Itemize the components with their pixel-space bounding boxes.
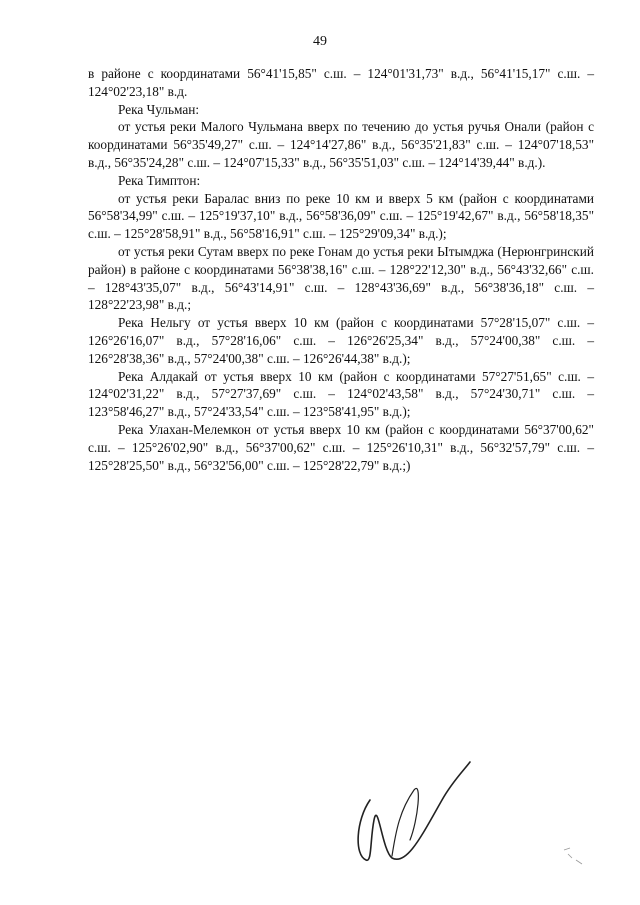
signature <box>352 760 472 870</box>
paragraph-aldakay: Река Алдакай от устья вверх 10 км (район с координатами 57°27'51,65" с.ш. – 124°02'31,22" в.д., 57°27'37,69" с.ш. – 124°02'43,58" в.д., 57°24'30,71" с.ш. – 123°58'46,27" в.д., 57°24'33,54" с.ш. – 123°58'41,95" в.д.); <box>88 368 594 420</box>
paragraph-ulakhan-melemkon: Река Улахан-Мелемкон от устья вверх 10 км (район с координатами 56°37'00,62" с.ш. – 125°26'02,90" в.д., 56°37'00,62" с.ш. – 125°26'10,31" в.д., 56°32'57,79" с.ш. – 125°28'25,50" в.д., 56°32'56,00" с.ш. – 125°28'22,79" в.д.;) <box>88 421 594 473</box>
heading-chulman: Река Чульман: <box>118 101 200 117</box>
paragraph-chulman: от устья реки Малого Чульмана вверх по течению до устья ручья Онали (район с координатами 56°35'49,27" с.ш. – 124°14'27,86" в.д., 56°35'21,83" с.ш. – 124°07'18,53" в.д., 56°35'24,28" с.ш. – 124°07'15,33" в.д., 56°35'51,03" с.ш. – 124°14'39,44" в.д.). <box>88 119 594 170</box>
paragraph-nelgu: Река Нельгу от устья вверх 10 км (район с координатами 57°28'15,07" с.ш. – 126°26'16,07" в.д., 57°28'16,06" с.ш. – 126°26'25,34" в.д., 57°24'00,38" с.ш. – 126°28'38,36" в.д., 57°24'00,38" с.ш. – 126°26'44,38" в.д.); <box>88 315 594 366</box>
document-body <box>88 65 594 474</box>
paragraph-continuation: в районе с координатами 56°41'15,85" с.ш. – 124°01'31,73" в.д., 56°41'15,17" с.ш. – 124°02'23,18" в.д. <box>88 66 594 99</box>
heading-timpton: Река Тимптон: <box>118 172 201 188</box>
scan-mark <box>560 840 590 870</box>
paragraph-sutam: от устья реки Сутам вверх по реке Гонам до устья реки Ытымджа (Нерюнгринский район) в районе с координатами 56°38'38,16" с.ш. – 128°22'12,30" в.д., 56°43'32,66" с.ш. – 128°43'35,07" в.д., 56°43'14,91" с.ш. – 128°43'36,69" в.д., 56°38'36,18" с.ш. – 128°22'23,98" в.д.; <box>88 243 594 313</box>
paragraph-baralas: от устья реки Баралас вниз по реке 10 км и вверх 5 км (район с координатами 56°58'34,99" с.ш. – 125°19'37,10" в.д., 56°58'36,09" с.ш. – 125°19'42,67" в.д., 56°58'18,35" с.ш. – 125°28'58,91" в.д., 56°58'16,91" с.ш. – 125°29'09,34" в.д.); <box>88 190 594 242</box>
page-number: 49 <box>313 34 327 49</box>
